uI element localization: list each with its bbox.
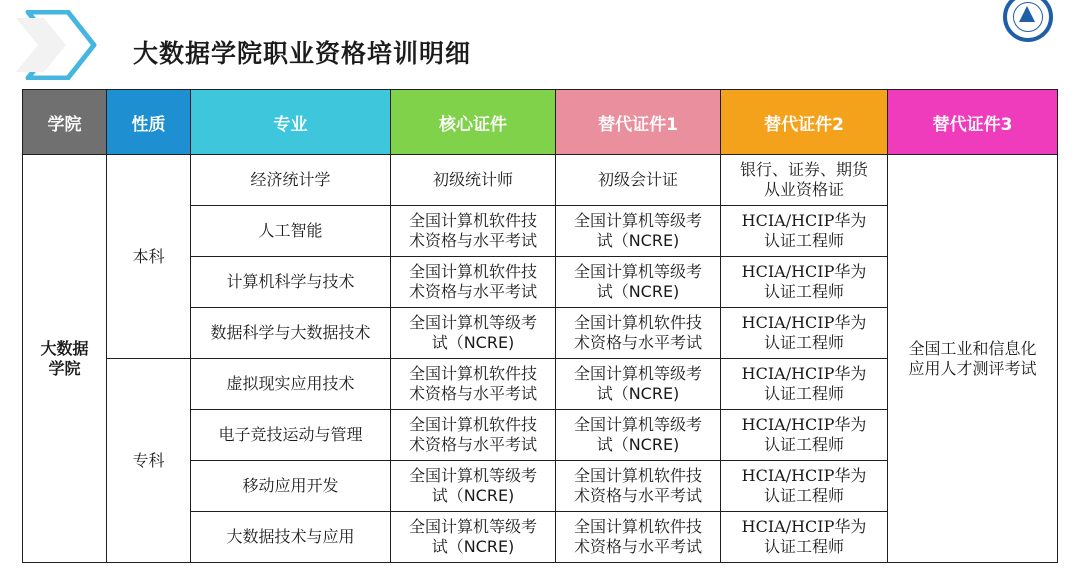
cert-line: 认证工程师 [763,537,844,556]
nature-vocational: 专科 [107,359,191,563]
cert-line: HCIA/HCIP华为 [741,415,867,434]
college-line: 学院 [48,358,81,378]
cert-line: 术资格与水平考试 [573,333,702,352]
cert-line: 应用人才测评考试 [908,358,1037,378]
cert-line: HCIA/HCIP华为 [741,211,867,230]
cert-line: 术资格与水平考试 [573,486,702,505]
cert-line: 全国计算机等级考 [408,313,537,332]
alt2-cert-cell [721,155,888,206]
header-college: 学院 [23,90,107,155]
university-logo [1003,0,1053,42]
cert-line: 银行、证券、期货 [739,160,868,179]
header-nature: 性质 [107,90,191,155]
college-line: 大数据 [40,338,89,358]
alt1-cert-cell [556,308,721,359]
alt2-cert-cell [721,206,888,257]
cert-line: 全国计算机软件技 [408,415,537,434]
cert-line: 全国计算机软件技 [573,517,702,536]
table-row [23,155,1058,206]
cert-line: 全国计算机软件技 [573,313,702,332]
cert-line: 术资格与水平考试 [408,231,537,250]
cert-line: 全国工业和信息化 [908,338,1037,358]
cert-line: 从业资格证 [763,180,844,199]
cert-line: 认证工程师 [763,435,844,454]
nature-undergrad: 本科 [107,155,191,359]
major-cell: 经济统计学 [191,155,391,206]
table-header-row [23,90,1058,155]
cert-line: 试（NCRE) [431,333,515,352]
core-cert-cell [391,206,556,257]
alt1-cert-cell [556,461,721,512]
major-cell: 大数据技术与应用 [191,512,391,563]
cert-line: 初级会计证 [597,170,678,189]
cert-line: 全国计算机等级考 [408,466,537,485]
page-title: 大数据学院职业资格培训明细 [133,39,472,68]
cert-line: 全国计算机等级考 [573,364,702,383]
cert-line: HCIA/HCIP华为 [741,313,867,332]
cert-line: 认证工程师 [763,231,844,250]
header-alt-cert-1: 替代证件1 [556,90,721,155]
core-cert-cell [391,512,556,563]
major-cell: 数据科学与大数据技术 [191,308,391,359]
major-cell: 虚拟现实应用技术 [191,359,391,410]
cert-line: 术资格与水平考试 [408,435,537,454]
cert-line: 全国计算机软件技 [408,364,537,383]
cert-line: 认证工程师 [763,486,844,505]
header-major: 专业 [191,90,391,155]
header-alt-cert-2: 替代证件2 [721,90,888,155]
header-alt-cert-3: 替代证件3 [888,90,1058,155]
cert-line: 试（NCRE) [596,282,680,301]
cert-line: 认证工程师 [763,282,844,301]
alt2-cert-cell [721,257,888,308]
cert-line: 全国计算机等级考 [408,517,537,536]
cert-line: HCIA/HCIP华为 [741,262,867,281]
core-cert-cell [391,155,556,206]
cert-line: 认证工程师 [763,384,844,403]
alt1-cert-cell [556,206,721,257]
cert-line: 术资格与水平考试 [408,282,537,301]
cert-line: HCIA/HCIP华为 [741,364,867,383]
cert-line: 试（NCRE) [431,537,515,556]
alt2-cert-cell [721,410,888,461]
cert-line: 全国计算机软件技 [408,262,537,281]
alt1-cert-cell [556,410,721,461]
cert-line: 全国计算机软件技 [573,466,702,485]
cert-line: 全国计算机等级考 [573,415,702,434]
cert-line: HCIA/HCIP华为 [741,466,867,485]
alt2-cert-cell [721,461,888,512]
cert-line: 全国计算机等级考 [573,262,702,281]
cert-line: HCIA/HCIP华为 [741,517,867,536]
alt1-cert-cell [556,257,721,308]
alt2-cert-cell [721,359,888,410]
major-cell: 移动应用开发 [191,461,391,512]
header-core-cert: 核心证件 [391,90,556,155]
alt1-cert-cell [556,512,721,563]
chevron-decoration-icon [14,10,100,80]
alt3-cert-cell [888,155,1058,563]
cert-line: 术资格与水平考试 [408,384,537,403]
certificate-table [22,89,1058,563]
alt2-cert-cell [721,512,888,563]
core-cert-cell [391,257,556,308]
cert-line: 术资格与水平考试 [573,537,702,556]
cert-line: 试（NCRE) [596,231,680,250]
college-cell [23,155,107,563]
cert-line: 全国计算机软件技 [408,211,537,230]
cert-line: 初级统计师 [432,170,513,189]
major-cell: 电子竞技运动与管理 [191,410,391,461]
cert-line: 全国计算机等级考 [573,211,702,230]
core-cert-cell [391,308,556,359]
core-cert-cell [391,359,556,410]
cert-line: 认证工程师 [763,333,844,352]
cert-line: 试（NCRE) [596,435,680,454]
alt2-cert-cell [721,308,888,359]
cert-line: 试（NCRE) [596,384,680,403]
cert-line: 试（NCRE) [431,486,515,505]
major-cell: 人工智能 [191,206,391,257]
alt1-cert-cell [556,359,721,410]
major-cell: 计算机科学与技术 [191,257,391,308]
core-cert-cell [391,410,556,461]
core-cert-cell [391,461,556,512]
alt1-cert-cell [556,155,721,206]
